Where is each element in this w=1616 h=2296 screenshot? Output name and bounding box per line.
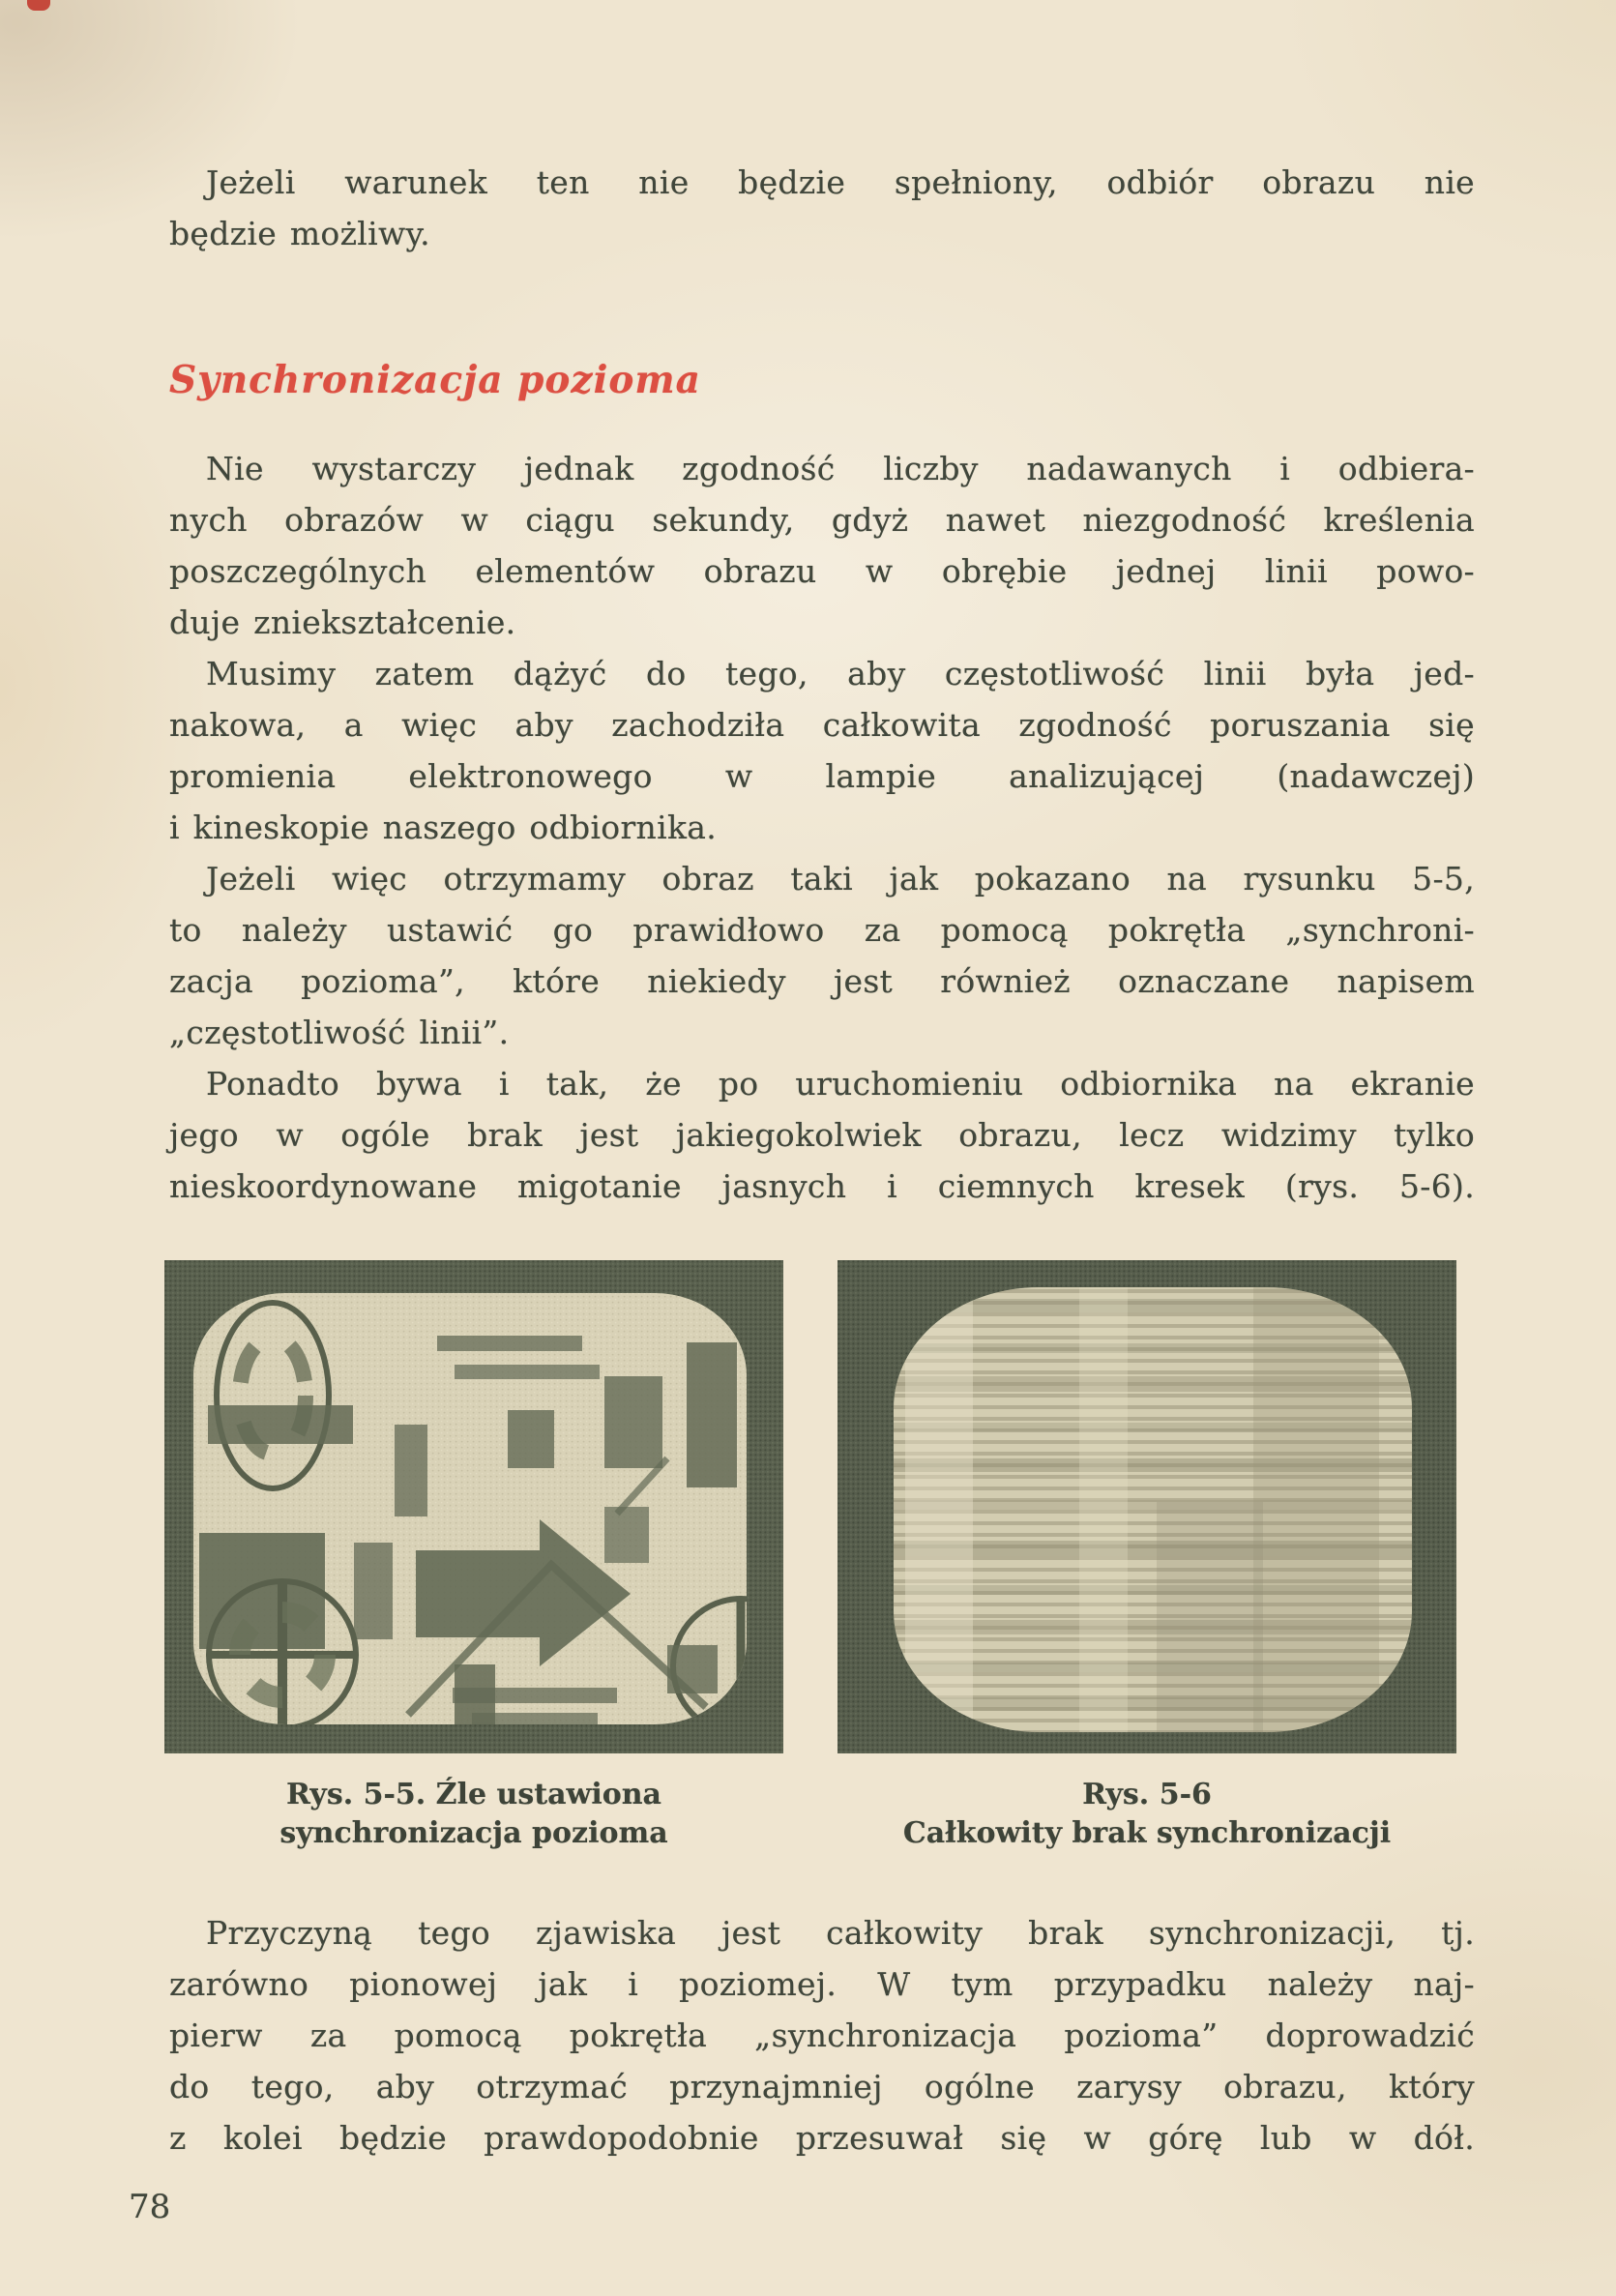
figure-5-5-caption (164, 1776, 783, 1853)
text-line: Musimy zatem dążyć do tego, aby częstotliwość linii była jed- (206, 655, 1475, 692)
body-text-block (169, 443, 1475, 1212)
section-heading: Synchronizacja pozioma (169, 358, 701, 402)
text-line: zacja pozioma”, które niekiedy jest również oznaczane napisem (169, 962, 1475, 1000)
figure-5-6-image (837, 1260, 1456, 1753)
text-line: pierw za pomocą pokrętła „synchronizacja pozioma” doprowadzić (169, 2016, 1475, 2054)
paragraph (169, 648, 1475, 853)
test-pattern-screen-graphic (164, 1260, 783, 1753)
text-line: promienia elektronowego w lampie analizującej (nadawczej) (169, 757, 1475, 795)
text-line: będzie możliwy. (169, 215, 430, 252)
paragraph (169, 1058, 1475, 1212)
page-edge-ink-mark (27, 0, 50, 11)
text-line: zarówno pionowej jak i poziomej. W tym przypadku należy naj- (169, 1965, 1475, 2003)
text-line: „częstotliwość linii”. (169, 1014, 510, 1051)
text-line: Jeżeli warunek ten nie będzie spełniony, odbiór obrazu nie (206, 163, 1475, 201)
text-line: do tego, aby otrzymać przynajmniej ogólne zarysy obrazu, który (169, 2068, 1475, 2105)
caption-line: Całkowity brak synchronizacji (902, 1816, 1392, 1850)
text-line: Nie wystarczy jednak zgodność liczby nadawanych i odbiera- (206, 450, 1475, 487)
text-line: z kolei będzie prawdopodobnie przesuwał się w górę lub w dół. (169, 2119, 1475, 2157)
paragraph (169, 1907, 1475, 2164)
text-line: to należy ustawić go prawidłowo za pomocą pokrętła „synchroni- (169, 911, 1475, 949)
text-line: Przyczyną tego zjawiska jest całkowity brak synchronizacji, tj. (206, 1914, 1475, 1952)
text-line: poszczególnych elementów obrazu w obrębie jednej linii powo- (169, 552, 1475, 590)
paragraph (169, 157, 1475, 259)
text-line: nych obrazów w ciągu sekundy, gdyż nawet niezgodność kreślenia (169, 501, 1475, 539)
caption-line: Rys. 5-6 (1082, 1778, 1212, 1811)
noise-screen-graphic (837, 1260, 1456, 1753)
text-line: duje zniekształcenie. (169, 603, 516, 641)
page-number: 78 (129, 2188, 171, 2226)
figure-5-6-caption (837, 1776, 1456, 1853)
text-line: Ponadto bywa i tak, że po uruchomieniu odbiornika na ekranie (206, 1065, 1475, 1103)
paragraph (169, 443, 1475, 648)
caption-line: Rys. 5-5. Źle ustawiona (285, 1778, 661, 1811)
paragraph (169, 853, 1475, 1058)
caption-line: synchronizacja pozioma (279, 1816, 668, 1850)
figure-5-5-image (164, 1260, 783, 1753)
text-line: i kineskopie naszego odbiornika. (169, 809, 718, 846)
figure-row (164, 1260, 1456, 1753)
text-line: Jeżeli więc otrzymamy obraz taki jak pokazano na rysunku 5-5, (206, 860, 1475, 898)
text-line: nakowa, a więc aby zachodziła całkowita zgodność poruszania się (169, 706, 1475, 744)
text-line: jego w ogóle brak jest jakiegokolwiek obrazu, lecz widzimy tylko (169, 1116, 1475, 1154)
text-line: nieskoordynowane migotanie jasnych i ciemnych kresek (rys. 5-6). (169, 1167, 1475, 1205)
